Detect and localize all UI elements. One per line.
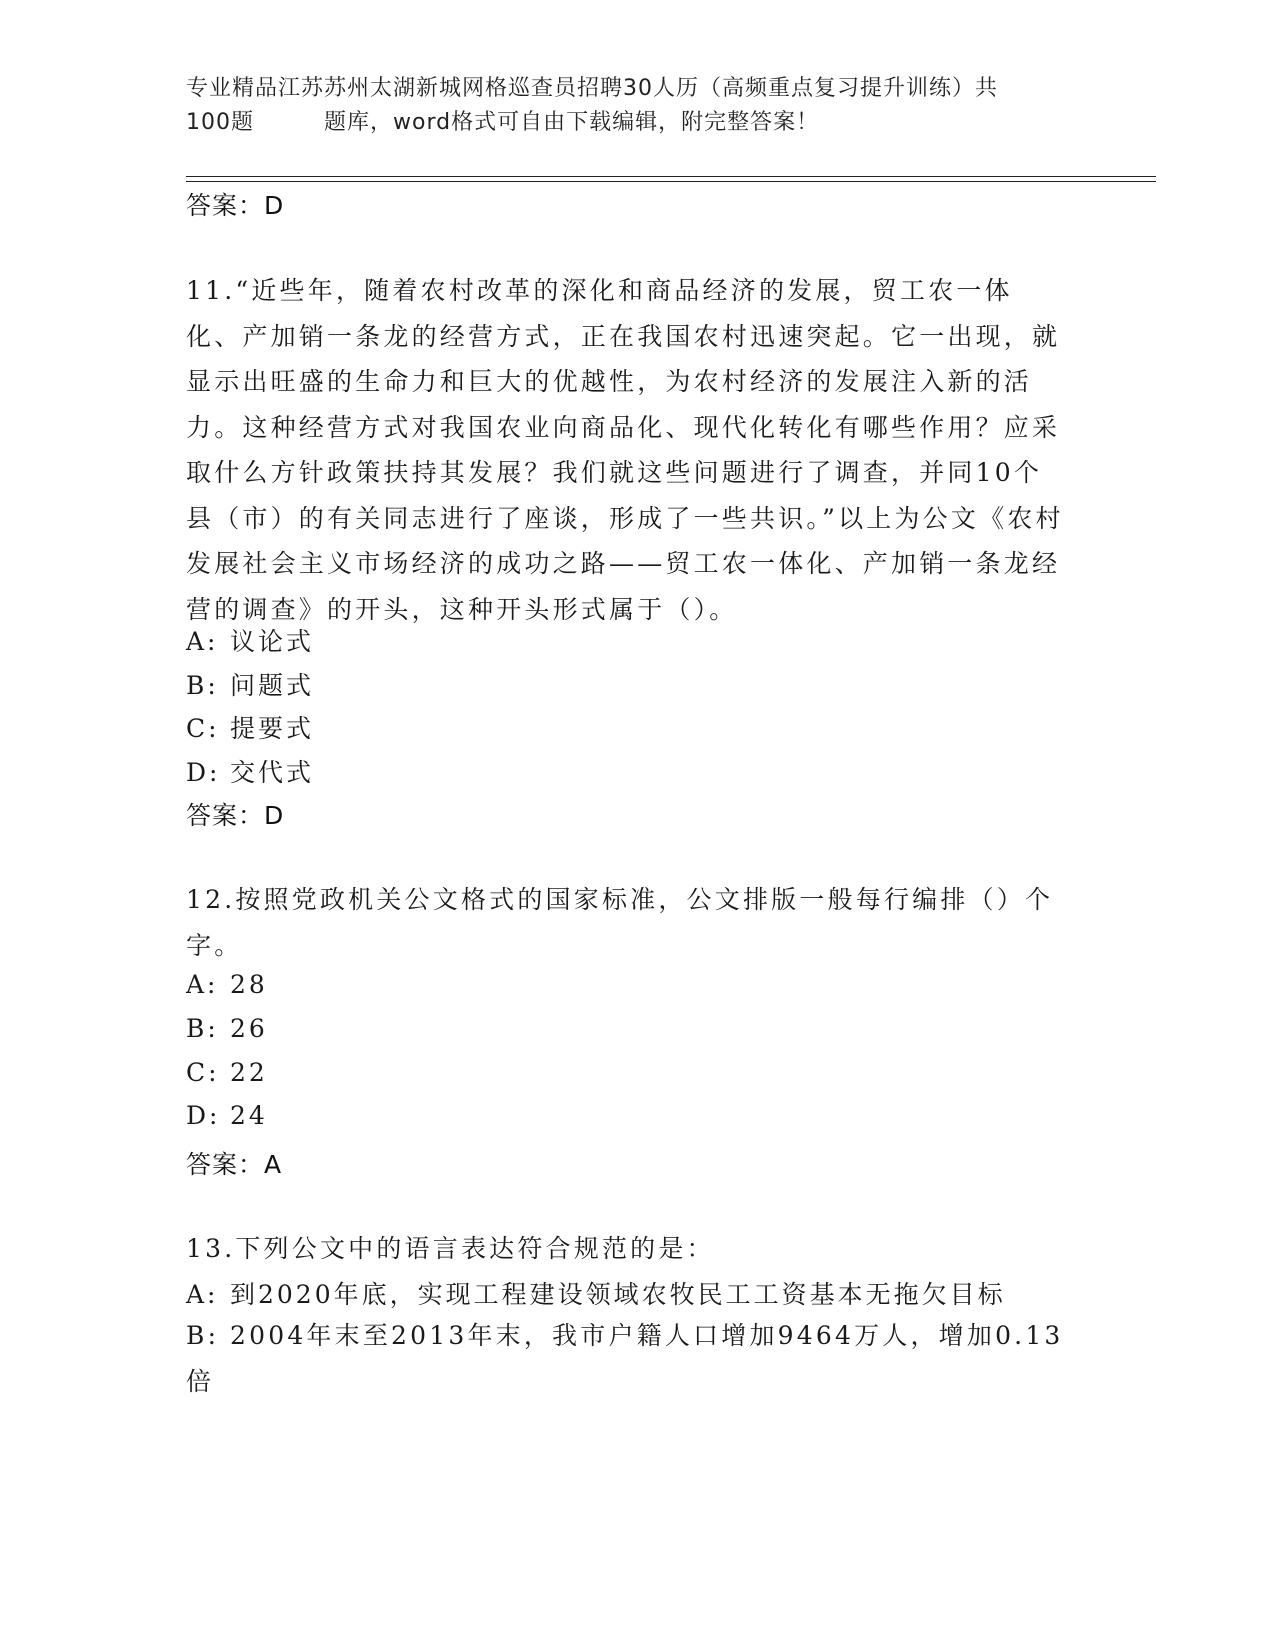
header-line-2 xyxy=(186,106,1086,140)
question-12-option-d xyxy=(186,1101,268,1130)
question-12-option-a xyxy=(186,970,268,999)
option-letter: A: xyxy=(186,1280,219,1309)
question-11-option-c xyxy=(186,709,314,745)
question-13-option-b xyxy=(186,1313,1066,1404)
question-13-option-a xyxy=(186,1275,1006,1311)
question-12-option-c xyxy=(186,1058,268,1087)
page-header xyxy=(186,72,1086,140)
option-text: 问题式 xyxy=(230,671,315,700)
option-letter: B: xyxy=(186,671,219,700)
option-text: 提要式 xyxy=(230,714,315,743)
option-letter: A: xyxy=(186,627,219,656)
option-text: 26 xyxy=(230,1014,268,1043)
option-letter: C: xyxy=(186,714,220,743)
header-count: 100题 xyxy=(186,110,254,135)
question-11-option-d xyxy=(186,753,314,789)
question-11-option-b xyxy=(186,666,314,702)
header-description: 题库，word格式可自由下载编辑，附完整答案！ xyxy=(324,110,820,135)
answer-q10: 答案：D xyxy=(186,191,285,220)
option-letter: A: xyxy=(186,970,219,999)
question-13-text: 13.下列公文中的语言表达符合规范的是： xyxy=(186,1234,715,1263)
question-11-option-a xyxy=(186,622,314,658)
answer-q11: 答案：D xyxy=(186,801,285,830)
header-rule-top xyxy=(186,176,1156,177)
question-12-text: 12.按照党政机关公文格式的国家标准，公文排版一般每行编排（）个字。 xyxy=(186,885,1054,960)
option-letter: B: xyxy=(186,1321,220,1350)
header-line-1: 专业精品江苏苏州太湖新城网格巡查员招聘30人历（高频重点复习提升训练）共 xyxy=(186,76,998,101)
option-text: 22 xyxy=(230,1058,268,1087)
option-letter: C: xyxy=(186,1058,220,1087)
option-text: 到2020年底，实现工程建设领域农牧民工工资基本无拖欠目标 xyxy=(230,1280,1006,1309)
question-11-text: 11.“近些年，随着农村改革的深化和商品经济的发展，贸工农一体化、产加销一条龙的经营方式，正在我国农村迅速突起。它一出现，就显示出旺盛的生命力和巨大的优越性，为农村经济的发展注入新的活力。这种经营方式对我国农业向商品化、现代化转化有哪些作用？应采取什么方针政策扶持其发展？我们就这些问题进行了调查，并同10个县（市）的有关同志进行了座谈，形成了一些共识。”以上为公文《农村发展社会主义市场经济的成功之路——贸工农一体化、产加销一条龙经营的调查》的开头，这种开头形式属于（）。 xyxy=(186,276,1064,624)
option-text: 议论式 xyxy=(230,627,315,656)
question-12-option-b xyxy=(186,1014,268,1043)
header-rule-bottom xyxy=(186,181,1156,182)
option-letter: B: xyxy=(186,1014,219,1043)
option-letter: D: xyxy=(186,1101,221,1130)
option-text: 28 xyxy=(230,970,268,999)
option-text: 交代式 xyxy=(230,758,315,787)
answer-q12: 答案：A xyxy=(186,1150,283,1179)
option-letter: D: xyxy=(186,758,221,787)
option-text: 2004年末至2013年末，我市户籍人口增加9464万人，增加0.13倍 xyxy=(186,1321,1064,1396)
option-text: 24 xyxy=(230,1101,268,1130)
